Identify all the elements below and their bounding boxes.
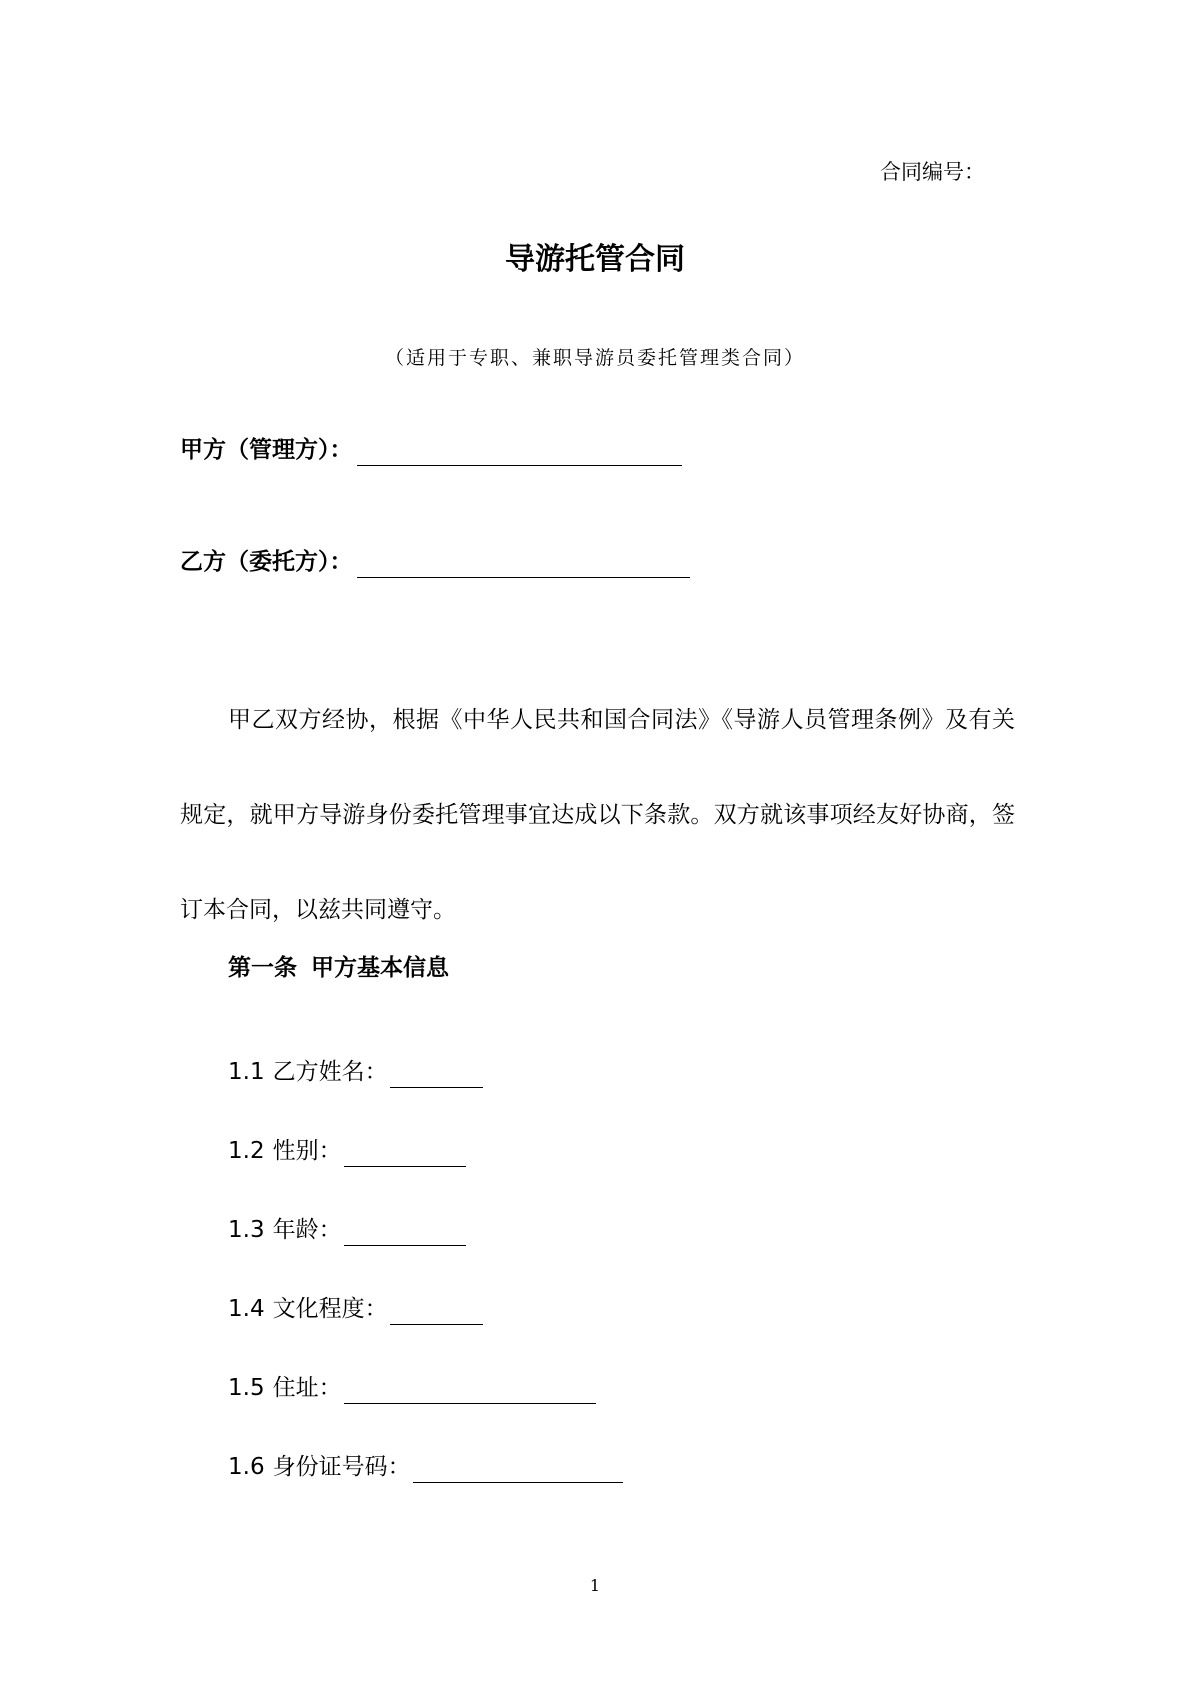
document-subtitle: （适用于专职、兼职导游员委托管理类合同） [384,347,805,369]
item-number: 1.2 [228,1138,265,1164]
list-item [228,1293,623,1325]
fill-blank [390,1298,483,1325]
article-heading [228,952,449,984]
party-a-blank [357,439,682,466]
party-b-label: 乙方（委托方）： [180,549,353,575]
info-field-list [228,1056,623,1530]
intro-paragraph: 甲乙双方经协，根据《中华人民共和国合同法》《导游人员管理条例》及有关规定，就甲方导游身份委托管理事宜达成以下条款。双方就该事项经友好协商，签订本合同，以兹共同遵守。 [180,707,1015,923]
list-item [228,1372,623,1404]
item-label: 年龄： [272,1217,342,1243]
document-title: 导游托管合同 [505,242,685,277]
page-number: 1 [589,1576,601,1595]
item-number: 1.1 [228,1059,265,1085]
item-number: 1.5 [228,1375,265,1401]
item-label: 性别： [272,1138,342,1164]
fill-blank [413,1456,623,1483]
item-label: 住址： [272,1375,342,1401]
party-b-line [180,546,690,578]
list-item [228,1135,623,1167]
item-label: 文化程度： [272,1296,388,1322]
article-title: 甲方基本信息 [311,955,449,981]
item-number: 1.3 [228,1217,265,1243]
list-item [228,1214,623,1246]
article-number: 第一条 [228,955,297,981]
party-a-line [180,434,682,466]
item-label: 身份证号码： [272,1454,411,1480]
fill-blank [390,1061,483,1088]
item-number: 1.6 [228,1454,265,1480]
fill-blank [344,1140,466,1167]
contract-number-label: 合同编号： [880,160,985,184]
fill-blank [344,1377,596,1404]
fill-blank [344,1219,466,1246]
item-label: 乙方姓名： [272,1059,388,1085]
party-a-label: 甲方（管理方）： [180,437,353,463]
list-item [228,1451,623,1483]
item-number: 1.4 [228,1296,265,1322]
list-item [228,1056,623,1088]
party-b-blank [357,551,690,578]
